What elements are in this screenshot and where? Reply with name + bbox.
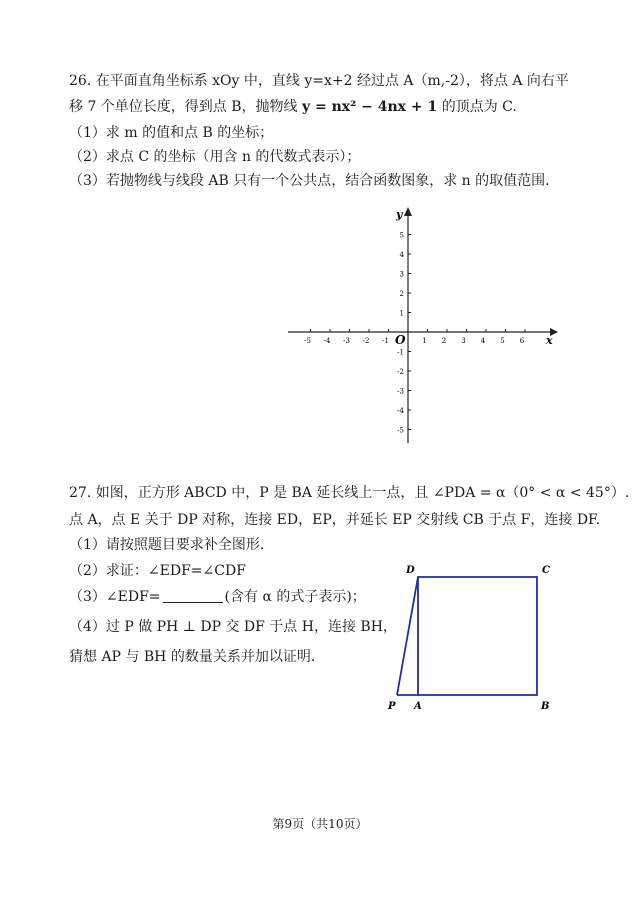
q27-part3-end: (含有 α 的式子表示)；: [224, 589, 366, 605]
x-tick-label: -3: [343, 337, 350, 345]
y-tick-label: -1: [397, 348, 404, 357]
label-a: A: [414, 701, 422, 712]
q26-part2: （2）求点 C 的坐标（用含 n 的代数式表示）；: [69, 149, 361, 165]
x-tick-label: 5: [500, 337, 505, 345]
y-tick-label: -4: [397, 407, 404, 415]
x-tick-label: 4: [480, 337, 486, 345]
y-tick-label: 4: [399, 251, 404, 259]
q27-part2: （2）求证：∠EDF=∠CDF: [69, 563, 246, 579]
q26-part1: （1）求 m 的值和点 B 的坐标；: [69, 125, 274, 141]
y-tick-label: -3: [397, 387, 404, 396]
x-tick-label: 2: [441, 337, 447, 345]
q27-part4-line1: （4）过 P 做 PH ⊥ DP 交 DF 于点 H，连接 BH，: [69, 619, 397, 635]
q27-line2: 点 A，点 E 关于 DP 对称，连接 ED，EP，并延长 EP 交射线 CB 于点 F，连接 DF.: [69, 512, 601, 528]
y-tick-label: 2: [399, 290, 404, 298]
y-axis-arrow: [404, 207, 412, 216]
x-tick-label: 1: [422, 337, 427, 345]
q27-part4-line2: 猜想 AP 与 BH 的数量关系并加以证明.: [69, 649, 316, 665]
square-figure: [380, 555, 580, 715]
y-axis-label: y: [396, 208, 403, 221]
x-axis-label: x: [546, 334, 553, 347]
origin-label: O: [395, 333, 406, 347]
label-d: D: [406, 565, 415, 576]
square-abcd: [418, 577, 537, 695]
q26-parabola-formula: y = nx² − 4nx + 1: [302, 99, 438, 115]
y-tick-label: -2: [397, 368, 404, 376]
x-tick-label: 3: [461, 337, 466, 345]
q27-part1: （1）请按照题目要求补全图形.: [69, 537, 265, 553]
y-tick-label: -5: [397, 426, 404, 435]
x-tick-label: 6: [519, 337, 525, 345]
label-b: B: [541, 701, 550, 712]
x-tick-label: -1: [382, 337, 389, 345]
coordinate-system: [280, 200, 570, 450]
answer-blank: [163, 588, 223, 603]
page-footer: 第9页（共10页）: [272, 817, 368, 831]
x-tick-label: -5: [304, 337, 311, 345]
x-tick-label: -2: [362, 337, 370, 345]
label-p: P: [388, 701, 396, 712]
q27-part3-text: （3）∠EDF=: [69, 589, 161, 605]
x-tick-label: -4: [323, 337, 331, 345]
q26-line2: [69, 98, 517, 116]
label-c: C: [542, 565, 550, 576]
q26-line2-text: 移 7 个单位长度，得到点 B，抛物线: [69, 99, 302, 115]
y-tick-label: 3: [399, 270, 404, 279]
y-tick-label: 1: [399, 309, 404, 318]
q26-line2-end: 的顶点为 C.: [437, 99, 517, 115]
segment-pd: [397, 577, 418, 695]
q26-part3: （3）若抛物线与线段 AB 只有一个公共点，结合函数图象，求 n 的取值范围.: [69, 173, 550, 189]
q26-line1: 26. 在平面直角坐标系 xOy 中，直线 y=x+2 经过点 A（m,-2），将点 A 向右平: [69, 73, 569, 89]
y-tick-label: 5: [399, 231, 404, 240]
q27-line1: 27. 如图，正方形 ABCD 中，P 是 BA 延长线上一点，且 ∠PDA = α（0° < α < 45°）.: [69, 485, 630, 501]
q27-part3: [69, 588, 366, 606]
